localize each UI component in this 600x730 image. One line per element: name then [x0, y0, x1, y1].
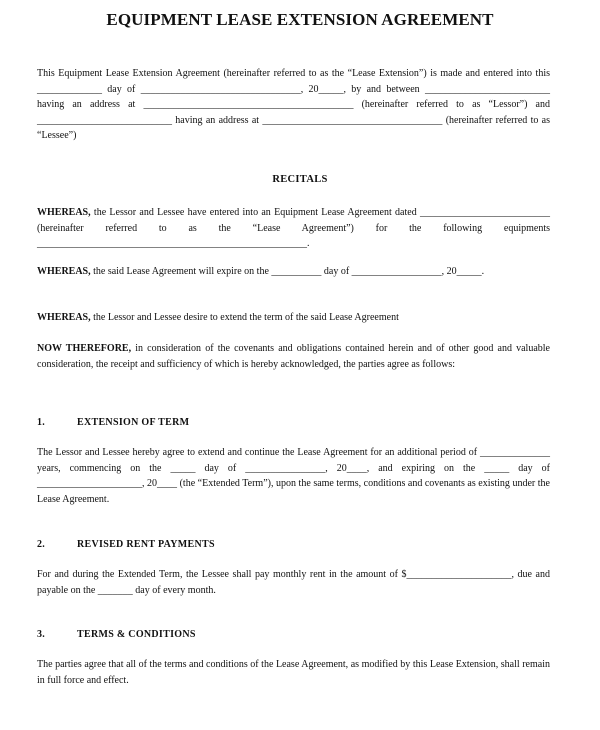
- section-body-2: For and during the Extended Term, the Lessee shall pay monthly rent in the amount of $_____________________, due and payable on the _______ day of every month.: [37, 569, 550, 596]
- recitals-heading: RECITALS: [272, 174, 328, 185]
- intro-paragraph: This Equipment Lease Extension Agreement (hereinafter referred to as the “Lease Extension”) is made and entered into this _____________ day of ________________________________, 20_____, by and between _________________________ having an address at __________________________________________ (hereinafter referred to as “Lessor”) and ___________________________ having an address at ____________________________________ (hereinafter referred to as “Lessee”): [37, 68, 550, 141]
- recital-paragraph-2: [37, 264, 550, 280]
- section-number: 3.: [37, 629, 46, 640]
- section-title: REVISED RENT PAYMENTS: [77, 539, 215, 550]
- section-heading-2: [37, 539, 215, 550]
- section-heading-3: [37, 629, 196, 640]
- recital-lead: WHEREAS,: [37, 312, 91, 323]
- document-title: EQUIPMENT LEASE EXTENSION AGREEMENT: [106, 10, 494, 29]
- section-body-1: The Lessor and Lessee hereby agree to extend and continue the Lease Agreement for an additional period of ______________ years, commencing on the _____ day of ________________, 20____, and expiring on the _____ day of _____________________, 20____ (the “Extended Term”), upon the same terms, conditions and covenants as existing under the Lease Agreement.: [37, 447, 550, 505]
- section-title: EXTENSION OF TERM: [77, 417, 190, 428]
- recital-text: the Lessor and Lessee have entered into an Equipment Lease Agreement dated __________________________ (hereinafter referred to as the “Lease Agreement”) for the following equipments ______________________________________________________.: [37, 207, 550, 249]
- recital-text: the Lessor and Lessee desire to extend the term of the said Lease Agreement: [90, 312, 399, 323]
- recital-paragraph-1: [37, 205, 550, 252]
- recital-text: the said Lease Agreement will expire on the __________ day of __________________, 20_____.: [90, 266, 485, 277]
- section-heading-1: [37, 417, 189, 428]
- recital-lead: NOW THEREFORE,: [37, 343, 132, 354]
- now-therefore-paragraph: [37, 341, 550, 372]
- section-title: TERMS & CONDITIONS: [77, 629, 196, 640]
- recital-text: in consideration of the covenants and obligations contained herein and of other good and valuable consideration, the receipt and sufficiency of which is hereby acknowledged, the parties agree as follows:: [37, 343, 550, 370]
- section-number: 2.: [37, 539, 46, 550]
- section-number: 1.: [37, 417, 46, 428]
- recital-lead: WHEREAS,: [37, 207, 91, 218]
- recital-lead: WHEREAS,: [37, 266, 91, 277]
- recital-paragraph-3: [37, 310, 550, 326]
- section-body-3: The parties agree that all of the terms and conditions of the Lease Agreement, as modified by this Lease Extension, shall remain in full force and effect.: [37, 659, 550, 686]
